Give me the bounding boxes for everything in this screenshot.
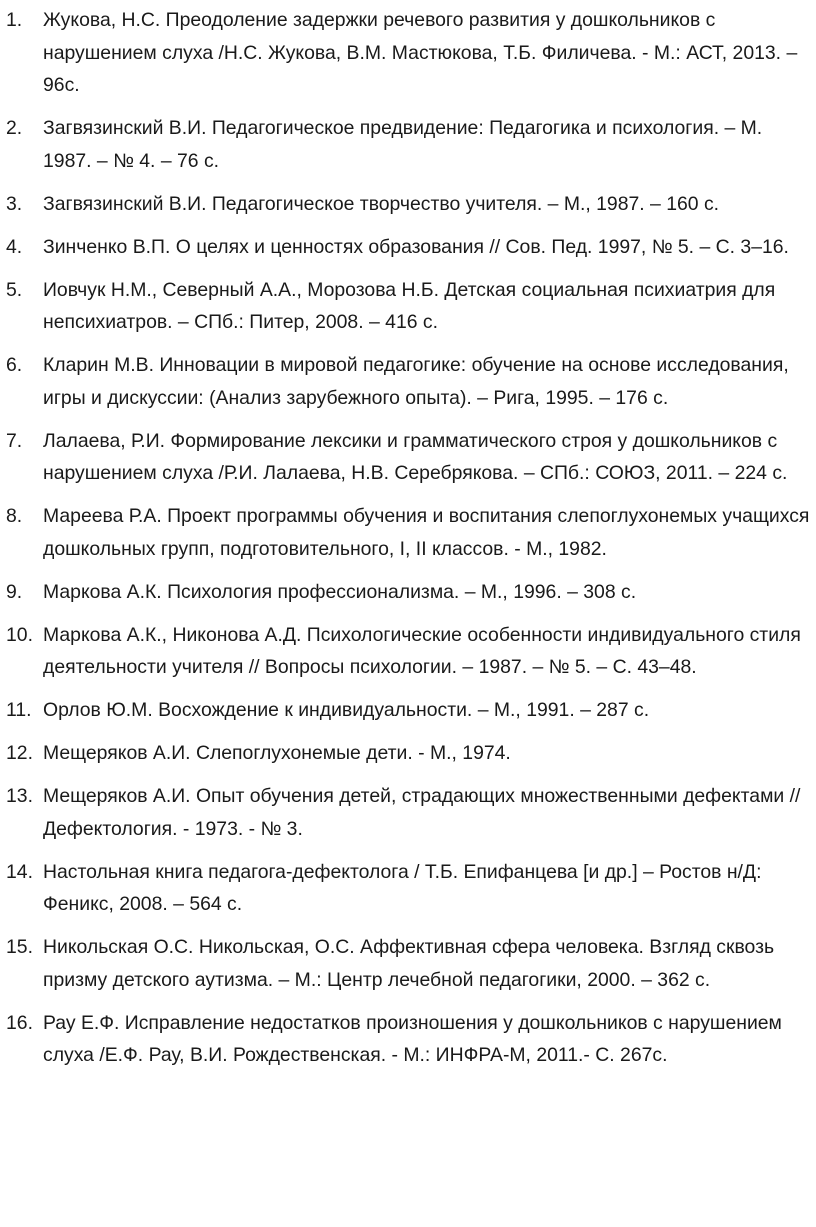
reference-number: 4. xyxy=(6,235,23,258)
reference-number: 16. xyxy=(6,1011,33,1034)
reference-number: 3. xyxy=(6,192,23,215)
reference-item xyxy=(6,780,810,845)
reference-number: 15. xyxy=(6,936,33,958)
reference-number: 13. xyxy=(6,785,33,807)
reference-item xyxy=(6,274,810,339)
reference-item xyxy=(6,576,810,609)
reference-number: 7. xyxy=(6,429,23,452)
reference-number: 5. xyxy=(6,278,23,301)
reference-item xyxy=(6,349,810,414)
reference-text: Иовчук Н.М., Северный А.А., Морозова Н.Б. Детская социальная психиатрия для непсихиатров. – СПб.: Питер, 2008. – 416 с. xyxy=(43,278,776,333)
reference-text: Загвязинский В.И. Педагогическое предвидение: Педагогика и психология. – М. 1987. – № 4. – 76 с. xyxy=(43,117,763,172)
reference-item xyxy=(6,4,810,102)
reference-text: Лалаева, Р.И. Формирование лексики и грамматического строя у дошкольников с нарушением слуха /Р.И. Лалаева, Н.В. Серебрякова. – СПб.: СОЮЗ, 2011. – 224 с. xyxy=(43,429,788,484)
reference-item xyxy=(6,425,810,490)
reference-text: Никольская О.С. Никольская, О.С. Аффективная сфера человека. Взгляд сквозь призму детского аутизма. – М.: Центр лечебной педагогики, 2000. – 362 с. xyxy=(43,936,775,991)
reference-text: Маркова А.К. Психология профессионализма. – М., 1996. – 308 с. xyxy=(43,580,637,603)
reference-item xyxy=(6,931,810,996)
reference-number: 11. xyxy=(6,699,32,721)
reference-item xyxy=(6,188,810,221)
reference-number: 10. xyxy=(6,623,33,646)
reference-text: Мареева Р.А. Проект программы обучения и воспитания слепоглухонемых учащихся дошкольных групп, подготовительного, I, II классов. - М., 1982. xyxy=(43,505,810,560)
reference-item xyxy=(6,112,810,177)
reference-number: 9. xyxy=(6,580,23,603)
reference-item xyxy=(6,500,810,565)
reference-text: Мещеряков А.И. Опыт обучения детей, страдающих множественными дефектами // Дефектология. - 1973. - № 3. xyxy=(43,785,801,840)
reference-text: Жукова, Н.С. Преодоление задержки речевого развития у дошкольников с нарушением слуха /Н.С. Жукова, В.М. Мастюкова, Т.Б. Филичева. - М.: АСТ, 2013. –96с. xyxy=(43,9,798,96)
reference-number: 12. xyxy=(6,742,33,764)
reference-list xyxy=(6,4,810,1072)
reference-text: Кларин М.В. Инновации в мировой педагогике: обучение на основе исследования, игры и дискуссии: (Анализ зарубежного опыта). – Рига, 1995. – 176 с. xyxy=(43,354,789,409)
reference-number: 1. xyxy=(6,9,23,31)
reference-number: 8. xyxy=(6,505,23,527)
reference-text: Мещеряков А.И. Слепоглухонемые дети. - М., 1974. xyxy=(43,742,511,764)
reference-item xyxy=(6,737,810,770)
reference-text: Зинченко В.П. О целях и ценностях образования // Сов. Пед. 1997, № 5. – С. 3–16. xyxy=(43,235,789,258)
reference-number: 6. xyxy=(6,354,23,376)
reference-text: Загвязинский В.И. Педагогическое творчество учителя. – М., 1987. – 160 с. xyxy=(43,192,720,215)
reference-text: Настольная книга педагога-дефектолога / Т.Б. Епифанцева [и др.] – Ростов н/Д: Феникс, 2008. – 564 с. xyxy=(43,860,762,915)
reference-text: Орлов Ю.М. Восхождение к индивидуальности. – М., 1991. – 287 с. xyxy=(43,699,650,721)
reference-item xyxy=(6,694,810,727)
reference-text: Маркова А.К., Никонова А.Д. Психологические особенности индивидуального стиля деятельности учителя // Вопросы психологии. – 1987. – № 5. – С. 43–48. xyxy=(43,623,801,678)
reference-text: Рау Е.Ф. Исправление недостатков произношения у дошкольников с нарушением слуха /Е.Ф. Рау, В.И. Рождественская. - М.: ИНФРА-М, 2011.- С. 267с. xyxy=(43,1011,782,1066)
reference-number: 2. xyxy=(6,117,23,139)
reference-item xyxy=(6,231,810,264)
reference-item xyxy=(6,856,810,921)
reference-number: 14. xyxy=(6,860,33,883)
reference-item xyxy=(6,1007,810,1072)
reference-item xyxy=(6,619,810,684)
